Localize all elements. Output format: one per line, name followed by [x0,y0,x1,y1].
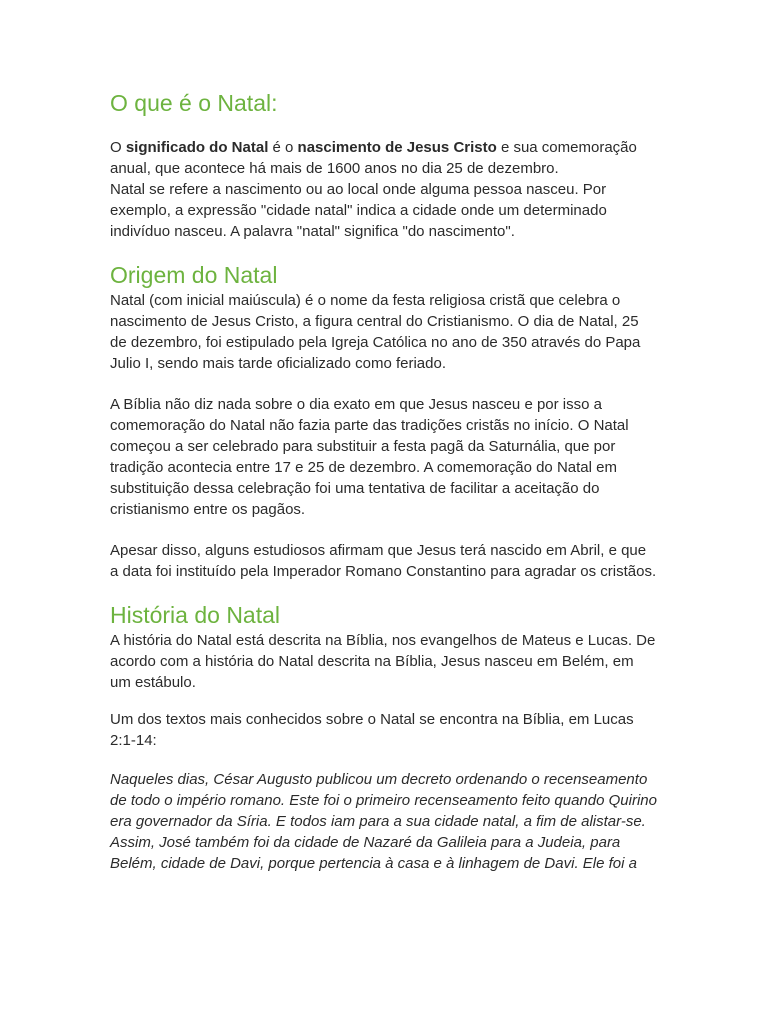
heading-origem-do-natal: Origem do Natal [110,262,278,288]
quote-text: Naqueles dias, César Augusto publicou um decreto ordenando o recenseamento de todo o império romano. Este foi o primeiro recenseamento feito quando Quirino era governador da Síria. E todos iam para a sua cidade natal, a fim de alistar-se. [110,771,657,830]
paragraph-origem-3: Apesar disso, alguns estudiosos afirmam que Jesus terá nascido em Abril, e que a data foi instituído pela Imperador Romano Constantino para agradar os cristãos. [110,542,657,580]
quote-lucas-2 [110,832,658,874]
heading-historia-do-natal: História do Natal [110,602,281,628]
paragraph-origem-2: A Bíblia não diz nada sobre o dia exato em que Jesus nasceu e por isso a comemoração do Natal não fazia parte das tradições cristãs no início. O Natal começou a ser celebrado para substituir a festa pagã da Saturnália, que por tradição acontecia entre 17 e 25 de dezembro. A comemoração do Natal em substituição dessa celebração foi uma tentativa de facilitar a aceitação do cristianismo entre os pagãos. [110,396,629,518]
heading-o-que-e-o-natal: O que é o Natal: [110,90,278,116]
bold-nascimento: nascimento de Jesus Cristo [297,139,497,156]
document-page [110,88,658,874]
paragraph-meaning: Natal se refere a nascimento ou ao local onde alguma pessoa nasceu. Por exemplo, a expressão "cidade natal" indica a cidade onde um determinado indivíduo nasceu. A palavra "natal" significa "do nascimento". [110,181,607,240]
quote-lucas-1 [110,769,658,832]
paragraph-origem-1: Natal (com inicial maiúscula) é o nome da festa religiosa cristã que celebra o nascimento de Jesus Cristo, a figura central do Cristianismo. O dia de Natal, 25 de dezembro, foi estipulado pela Igreja Católica no ano de 350 através do Papa Julio I, sendo mais tarde oficializado como feriado. [110,292,641,372]
text-fragment: O [110,139,126,156]
paragraph-definition [110,137,658,179]
quote-text: Assim, José também foi da cidade de Nazaré da Galileia para a Judeia, para Belém, cidade de Davi, porque pertencia à casa e à linhagem de Davi. Ele foi a [110,834,637,872]
paragraph-historia-2: Um dos textos mais conhecidos sobre o Natal se encontra na Bíblia, em Lucas 2:1-14: [110,711,634,749]
bold-significado: significado do Natal [125,139,269,156]
text-fragment: e sua comemoração anual, que acontece há mais de 1600 anos no dia 25 de dezembro. [110,139,637,177]
paragraph-historia-1: A história do Natal está descrita na Bíblia, nos evangelhos de Mateus e Lucas. De acordo com a história do Natal descrita na Bíblia, Jesus nasceu em Belém, em um estábulo. [110,632,656,691]
text-fragment: é o [268,139,298,156]
